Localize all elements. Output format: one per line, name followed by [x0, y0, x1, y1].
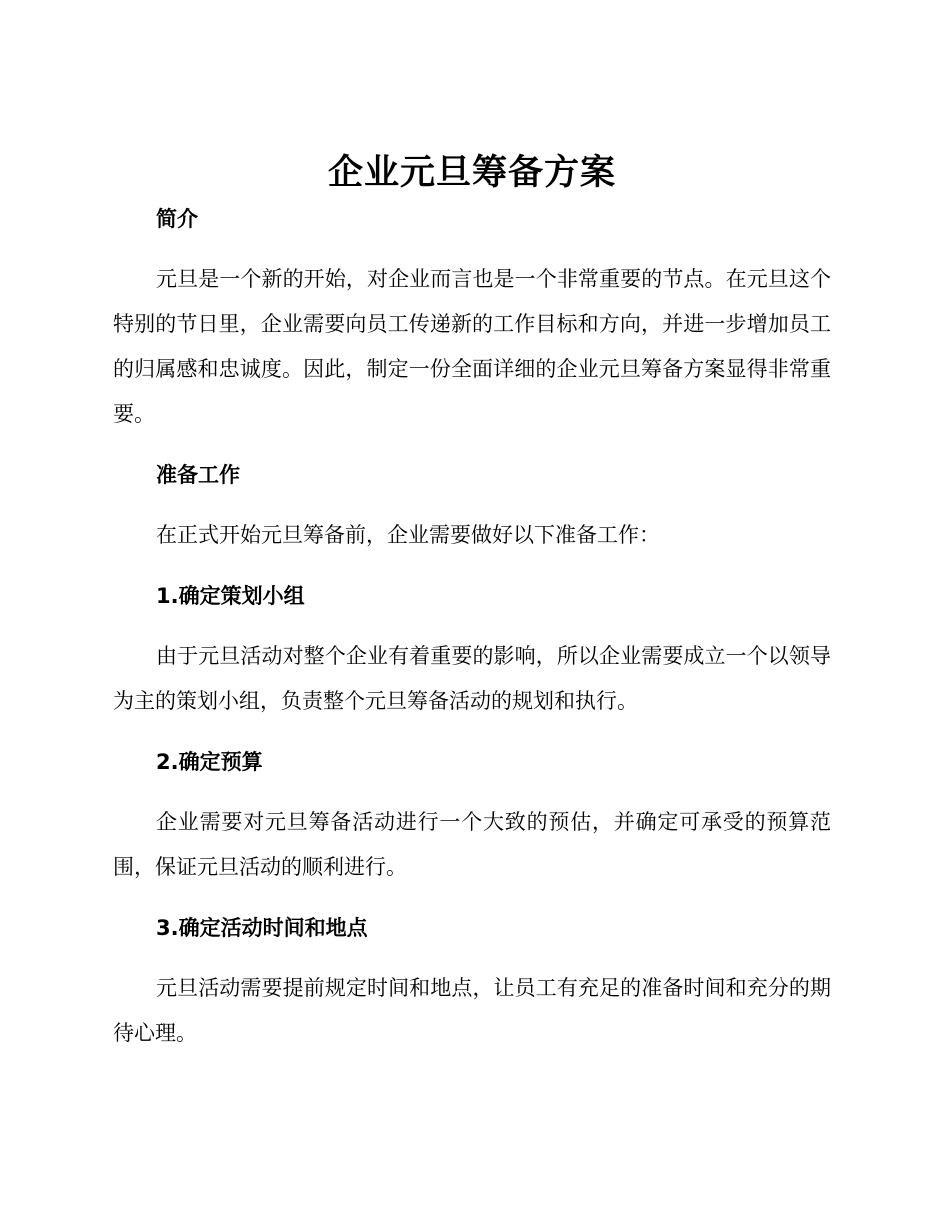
paragraph-intro: 元旦是一个新的开始，对企业而言也是一个非常重要的节点。在元旦这个特别的节日里，企业需要向员工传递新的工作目标和方向，并进一步增加员工的归属感和忠诚度。因此，制定一份全面详细的企业元旦筹备方案显得非常重要。: [113, 267, 831, 426]
section-heading-intro: 简介: [156, 207, 198, 231]
section-heading-preparation: 准备工作: [156, 463, 240, 487]
paragraph-time-place: 元旦活动需要提前规定时间和地点，让员工有充足的准备时间和充分的期待心理。: [113, 976, 831, 1045]
document-title: 企业元旦筹备方案: [327, 153, 616, 193]
paragraph-preparation: 在正式开始元旦筹备前，企业需要做好以下准备工作：: [156, 523, 660, 547]
section-heading-time-place: 3.确定活动时间和地点: [156, 916, 368, 940]
paragraph-planning-team: 由于元旦活动对整个企业有着重要的影响，所以企业需要成立一个以领导为主的策划小组，负责整个元旦筹备活动的规划和执行。: [113, 644, 831, 713]
section-heading-planning-team: 1.确定策划小组: [156, 584, 305, 608]
section-heading-budget: 2.确定预算: [156, 750, 263, 774]
paragraph-budget: 企业需要对元旦筹备活动进行一个大致的预估，并确定可承受的预算范围，保证元旦活动的顺利进行。: [113, 810, 831, 879]
document-page: [113, 150, 831, 1056]
